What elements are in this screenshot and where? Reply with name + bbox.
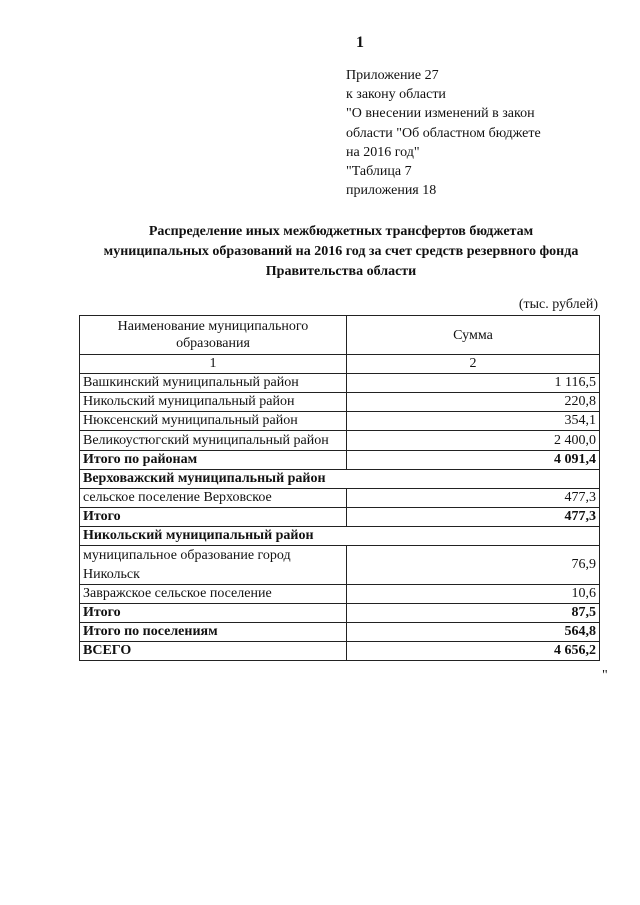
subtotal-row	[80, 623, 600, 642]
transfers-table	[79, 315, 600, 661]
document-title	[60, 222, 622, 282]
appendix-line: приложения 18	[346, 183, 437, 199]
column-number-cell: 2	[347, 355, 600, 374]
table-row	[80, 374, 600, 393]
title-line: Распределение иных межбюджетных трансфертов бюджетам	[148, 224, 534, 239]
header-name-cell: Наименование муниципального образования	[80, 316, 347, 355]
row-name-cell: Нюксенский муниципальный район	[80, 412, 347, 431]
appendix-line: "Таблица 7	[346, 164, 412, 180]
subtotal-row	[80, 604, 600, 623]
row-sum-cell: 4 656,2	[347, 642, 600, 661]
row-sum-cell: 4 091,4	[347, 451, 600, 470]
row-sum-cell: 10,6	[347, 585, 600, 604]
row-name-cell: Завражское сельское поселение	[80, 585, 347, 604]
row-name-cell: Итого по районам	[80, 451, 347, 470]
table-row	[80, 489, 600, 508]
table-row	[80, 412, 600, 431]
row-name-cell: Никольский муниципальный район	[80, 393, 347, 412]
row-name-cell: Великоустюгский муниципальный район	[80, 431, 347, 451]
table-row	[80, 393, 600, 412]
page-number: 1	[356, 34, 364, 51]
subtotal-row	[80, 508, 600, 527]
row-name-cell: сельское поселение Верховское	[80, 489, 347, 508]
grand-total-row	[80, 642, 600, 661]
title-line: Правительства области	[265, 264, 417, 279]
appendix-line: на 2016 год"	[346, 144, 420, 160]
section-name-cell: Верховажский муниципальный район	[80, 470, 600, 489]
section-header-row	[80, 470, 600, 489]
row-name-cell: Вашкинский муниципальный район	[80, 374, 347, 393]
table-row	[80, 546, 600, 585]
row-name-cell: Итого	[80, 604, 347, 623]
column-number-cell: 1	[80, 355, 347, 374]
column-number-row	[80, 355, 600, 374]
row-sum-cell: 564,8	[347, 623, 600, 642]
units-label: (тыс. рублей)	[518, 297, 598, 312]
subtotal-row	[80, 451, 600, 470]
table-row	[80, 431, 600, 451]
table-header-row	[80, 316, 600, 355]
row-name-cell: ВСЕГО	[80, 642, 347, 661]
row-sum-cell: 220,8	[347, 393, 600, 412]
closing-quote: "	[602, 668, 608, 683]
row-sum-cell: 87,5	[347, 604, 600, 623]
row-sum-cell: 76,9	[347, 546, 600, 585]
appendix-line: к закону области	[346, 87, 446, 103]
row-name-cell: Итого	[80, 508, 347, 527]
row-sum-cell: 2 400,0	[347, 431, 600, 451]
header-sum-cell: Сумма	[347, 316, 600, 355]
row-name-cell: Итого по поселениям	[80, 623, 347, 642]
row-sum-cell: 1 116,5	[347, 374, 600, 393]
appendix-line: области "Об областном бюджете	[346, 125, 541, 141]
appendix-note	[346, 66, 541, 200]
row-sum-cell: 354,1	[347, 412, 600, 431]
appendix-line: Приложение 27	[346, 68, 439, 83]
row-sum-cell: 477,3	[347, 489, 600, 508]
row-name-cell: муниципальное образование город Никольск	[80, 546, 347, 585]
section-name-cell: Никольский муниципальный район	[80, 527, 600, 546]
appendix-line: "О внесении изменений в закон	[346, 106, 535, 122]
section-header-row	[80, 527, 600, 546]
table-row	[80, 585, 600, 604]
row-sum-cell: 477,3	[347, 508, 600, 527]
title-line: муниципальных образований на 2016 год за счет средств резервного фонда	[103, 244, 579, 259]
